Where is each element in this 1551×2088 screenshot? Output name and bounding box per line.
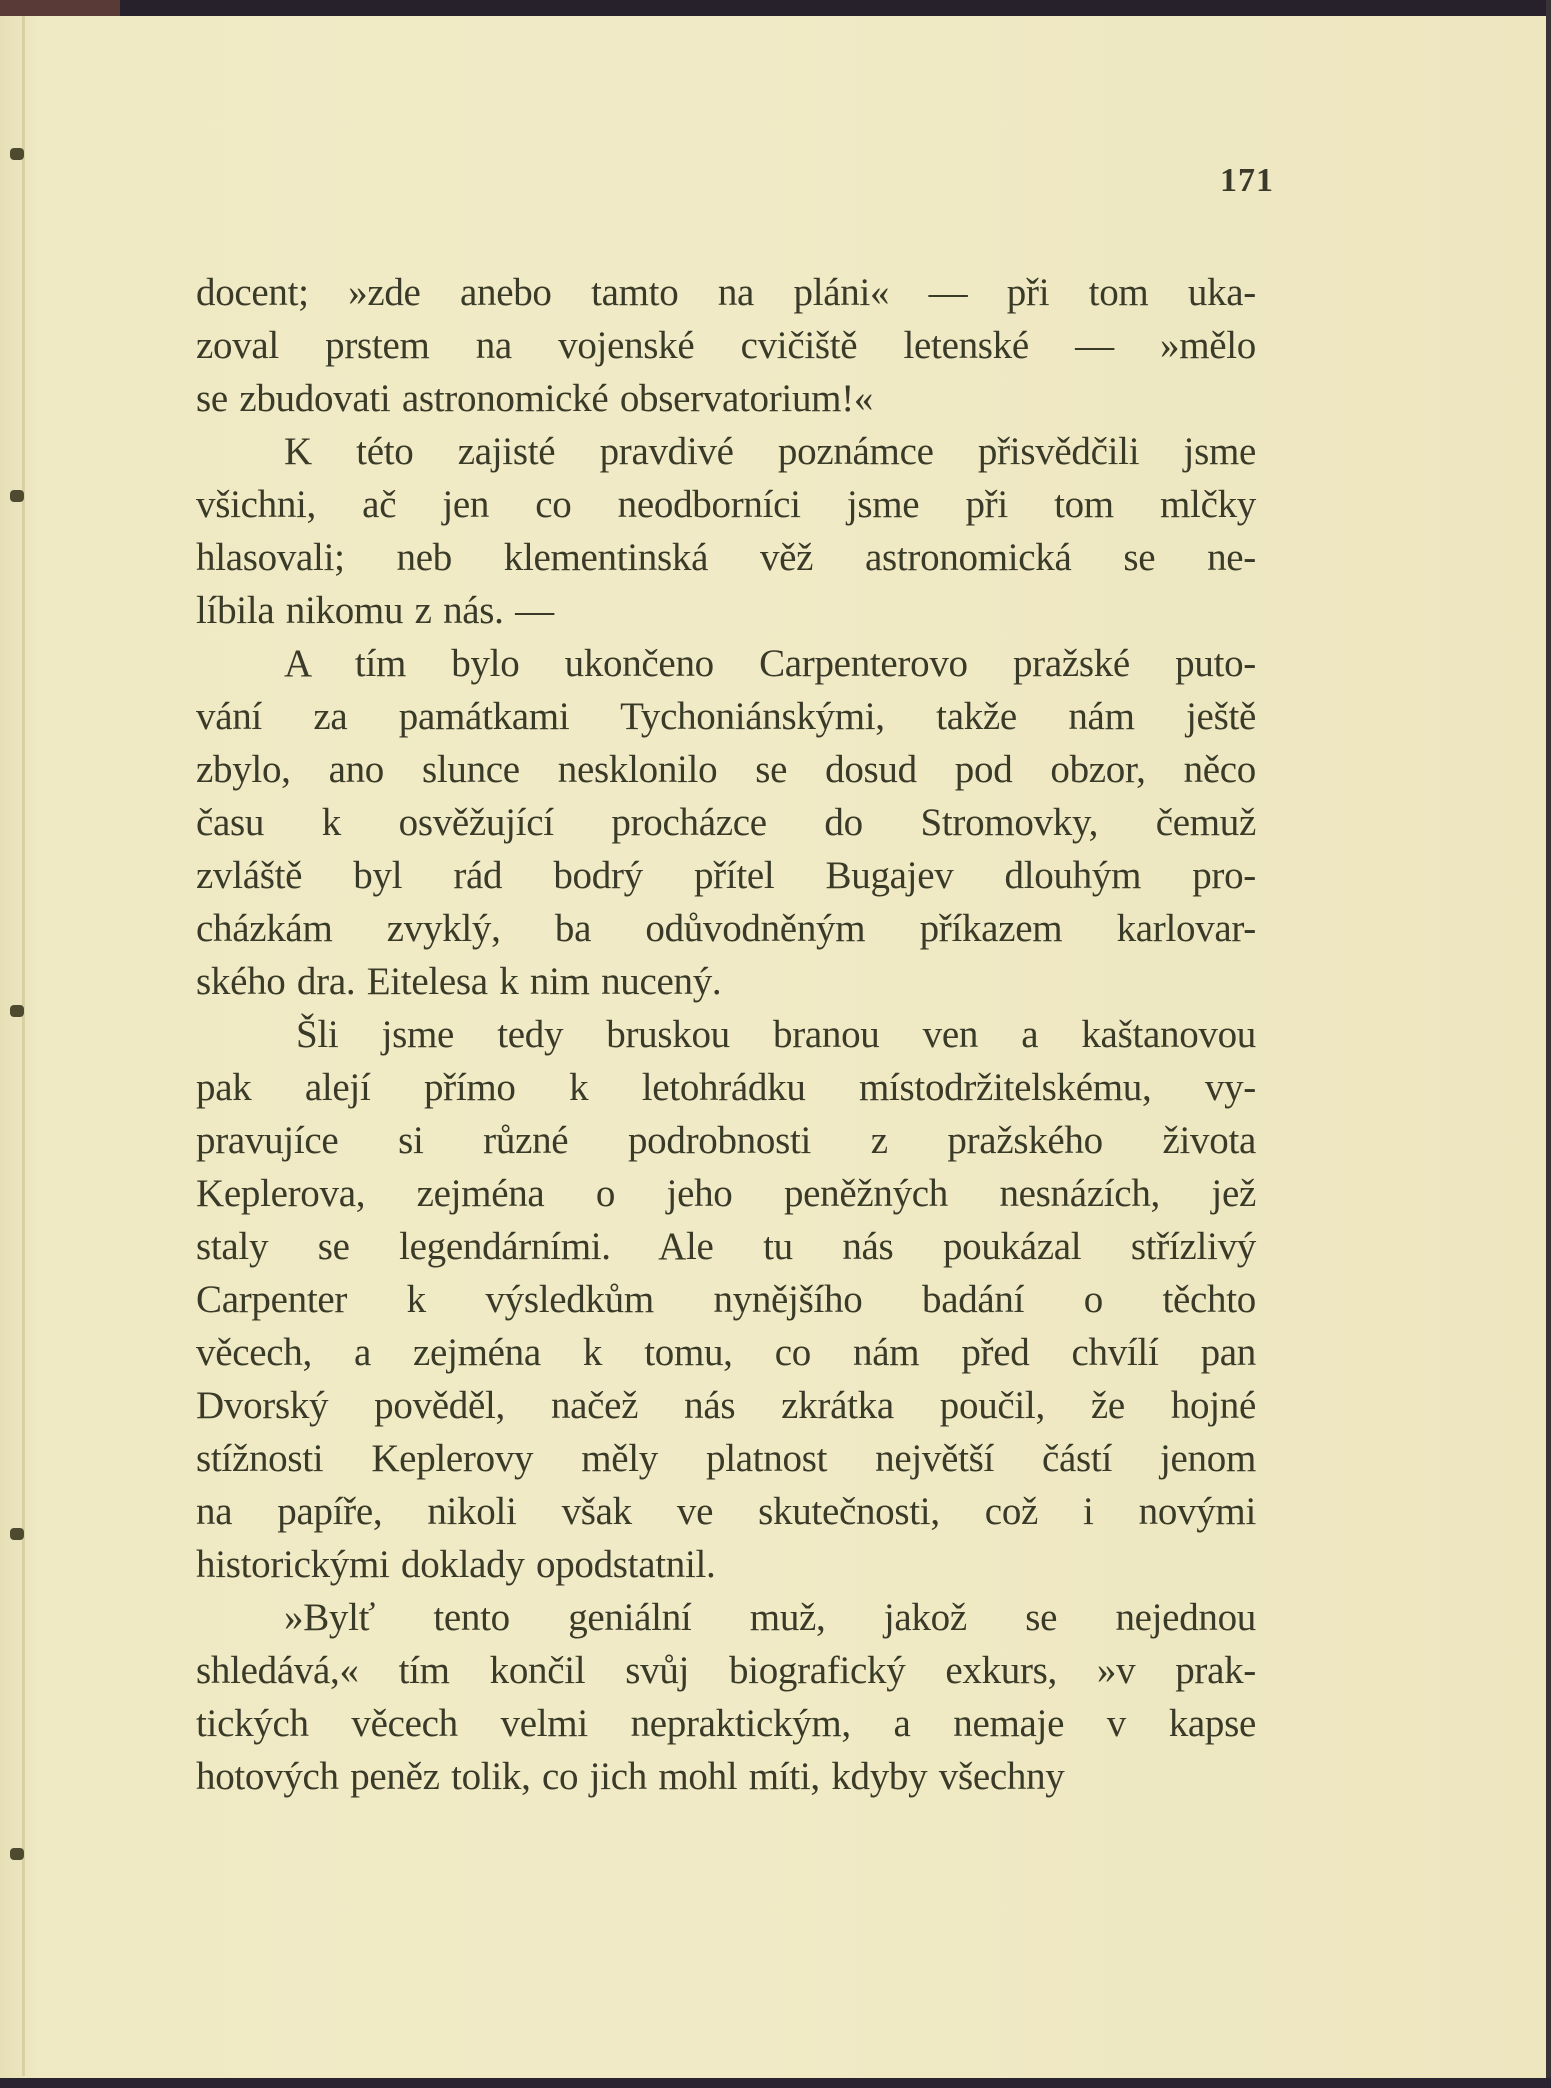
- text-line: věcech, a zejména k tomu, co nám před chvílí pan: [196, 1331, 1256, 1374]
- paragraph: [196, 1008, 1256, 1591]
- text-line: zvláště byl rád bodrý přítel Bugajev dlouhým pro-: [196, 854, 1256, 897]
- text-line: vání za památkami Tychoniánskými, takže nám ještě: [196, 695, 1256, 738]
- text-line: K této zajisté pravdivé poznámce přisvědčili jsme: [284, 430, 1256, 473]
- text-line: zoval prstem na vojenské cvičiště letenské — »mělo: [196, 324, 1256, 367]
- binding-mark: [10, 1005, 24, 1017]
- text-line: historickými doklady opodstatnil.: [196, 1543, 716, 1586]
- text-line: Dvorský pověděl, načež nás zkrátka poučil, že hojné: [196, 1384, 1256, 1427]
- text-line: se zbudovati astronomické observatorium!«: [196, 377, 874, 420]
- text-line: všichni, ač jen co neodborníci jsme při tom mlčky: [196, 483, 1256, 526]
- scan-edge-shadow: [0, 0, 120, 16]
- text-line: Keplerova, zejména o jeho peněžných nesnázích, jež: [196, 1172, 1256, 1215]
- scan-bottom-edge: [0, 2078, 1551, 2088]
- page-number: 171: [1220, 162, 1274, 199]
- text-line: tických věcech velmi nepraktickým, a nemaje v kapse: [196, 1702, 1256, 1745]
- paragraph: [196, 1591, 1256, 1803]
- binding-mark: [10, 148, 24, 160]
- text-line: cházkám zvyklý, ba odůvodněným příkazem karlovar-: [196, 907, 1256, 950]
- text-line: Carpenter k výsledkům nynějšího badání o těchto: [196, 1278, 1256, 1321]
- text-line: docent; »zde anebo tamto na pláni« — při tom uka-: [196, 271, 1256, 314]
- text-line: hlasovali; neb klementinská věž astronomická se ne-: [196, 536, 1256, 579]
- text-line: líbila nikomu z nás. —: [196, 589, 554, 632]
- text-line: shledává,« tím končil svůj biografický exkurs, »v prak-: [196, 1649, 1256, 1692]
- binding-mark: [10, 1528, 24, 1540]
- binding-gutter: [22, 16, 25, 2076]
- scan-top-edge: [0, 0, 1551, 16]
- paragraph: [196, 425, 1256, 637]
- text-line: stížnosti Keplerovy měly platnost největší částí jenom: [196, 1437, 1256, 1480]
- text-line: pravujíce si různé podrobnosti z pražského života: [196, 1119, 1256, 1162]
- paragraph: [196, 637, 1256, 1008]
- binding-mark: [10, 490, 24, 502]
- text-line: staly se legendárními. Ale tu nás poukázal střízlivý: [196, 1225, 1256, 1268]
- text-line: Šli jsme tedy bruskou branou ven a kaštanovou: [296, 1013, 1256, 1056]
- paragraph: [196, 266, 1256, 425]
- text-line: hotových peněz tolik, co jich mohl míti, kdyby všechny: [196, 1755, 1065, 1798]
- binding-mark: [10, 1848, 24, 1860]
- scan-right-edge: [1546, 0, 1551, 2088]
- text-line: zbylo, ano slunce nesklonilo se dosud pod obzor, něco: [196, 748, 1256, 791]
- body-text: [196, 266, 1256, 1803]
- text-line: pak alejí přímo k letohrádku místodržitelskému, vy-: [196, 1066, 1256, 1109]
- text-line: ského dra. Eitelesa k nim nucený.: [196, 960, 722, 1003]
- text-line: A tím bylo ukončeno Carpenterovo pražské puto-: [284, 642, 1256, 685]
- text-line: času k osvěžující procházce do Stromovky, čemuž: [196, 801, 1256, 844]
- text-line: na papíře, nikoli však ve skutečnosti, což i novými: [196, 1490, 1256, 1533]
- text-line: »Bylť tento geniální muž, jakož se nejednou: [284, 1596, 1256, 1639]
